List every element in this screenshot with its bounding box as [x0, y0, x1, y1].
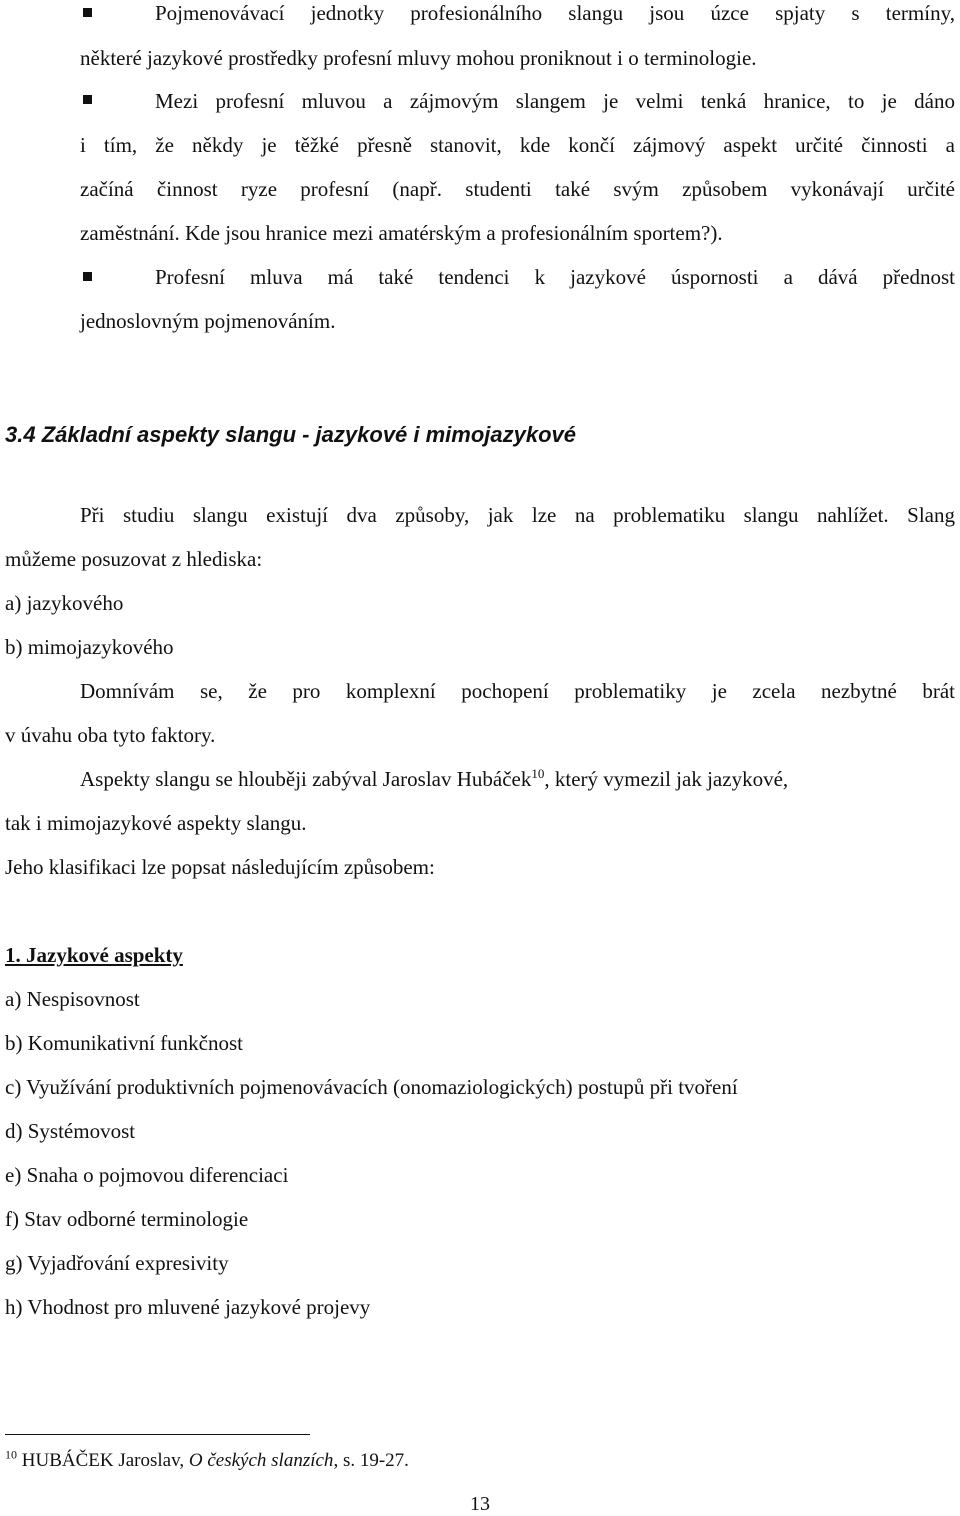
footnote: [5, 1447, 409, 1472]
footnote-author: HUBÁČEK Jaroslav,: [21, 1450, 189, 1471]
bullet-square-icon: [83, 95, 92, 104]
paragraph-3-text-a: [80, 766, 788, 792]
aspect-item: g) Vyjadřování expresivity: [5, 1251, 229, 1275]
aspect-item: c) Využívání produktivních pojmenovávacích (onomaziologických) postupů při tvoření: [5, 1075, 738, 1099]
paragraph-1-line-2: můžeme posuzovat z hlediska:: [5, 547, 263, 571]
bullet-square-icon: [83, 272, 92, 281]
list-item-b: b) mimojazykového: [5, 635, 174, 659]
paragraph-3-line-2: tak i mimojazykové aspekty slangu.: [5, 811, 307, 835]
aspect-item: d) Systémovost: [5, 1119, 136, 1143]
paragraph-1-line-1: Při studiu slangu existují dva způsoby, jak lze na problematiku slangu nahlížet. Slang: [80, 503, 955, 527]
paragraph-3-line-1: [80, 766, 955, 792]
aspect-item: h) Vhodnost pro mluvené jazykové projevy: [5, 1295, 371, 1319]
footnote-title: O českých slanzích: [188, 1450, 334, 1471]
bullet-2-line-2: i tím, že někdy je těžké přesně stanovit, kde končí zájmový aspekt určité činnosti a: [80, 133, 955, 157]
aspect-item: e) Snaha o pojmovou diferenciaci: [5, 1163, 289, 1187]
paragraph-2-line-1: Domnívám se, že pro komplexní pochopení problematiky je zcela nezbytné brát: [80, 679, 955, 703]
footnote-number: 10: [5, 1447, 17, 1462]
paragraph-3-after: , který vymezil jak jazykové,: [544, 767, 789, 791]
footnote-pages: , s. 19-27.: [333, 1450, 409, 1471]
aspect-item: b) Komunikativní funkčnost: [5, 1031, 243, 1055]
aspect-item: f) Stav odborné terminologie: [5, 1207, 249, 1231]
footnote-divider: [5, 1434, 310, 1435]
bullet-square-icon: [83, 8, 92, 17]
footnote-ref: 10: [531, 766, 545, 781]
bullet-2-line-1: Mezi profesní mluvou a zájmovým slangem je velmi tenká hranice, to je dáno: [155, 89, 955, 113]
aspect-item: a) Nespisovnost: [5, 987, 140, 1011]
bullet-1-line-1: Pojmenovávací jednotky profesionálního slangu jsou úzce spjaty s termíny,: [155, 1, 955, 25]
paragraph-4: Jeho klasifikaci lze popsat následujícím způsobem:: [5, 855, 435, 879]
bullet-3-line-1: Profesní mluva má také tendenci k jazykové úspornosti a dává přednost: [155, 265, 955, 289]
bullet-3-line-2: jednoslovným pojmenováním.: [80, 309, 336, 333]
section-heading: 3.4 Základní aspekty slangu - jazykové i mimojazykové: [5, 422, 577, 447]
page-number: 13: [470, 1493, 490, 1515]
aspects-title: 1. Jazykové aspekty: [5, 943, 183, 967]
paragraph-2-line-2: v úvahu oba tyto faktory.: [5, 723, 216, 747]
bullet-1-line-2: některé jazykové prostředky profesní mluvy mohou proniknout i o terminologie.: [80, 46, 757, 70]
bullet-2-line-3: začíná činnost ryze profesní (např. studenti také svým způsobem vykonávají určité: [80, 177, 955, 201]
bullet-2-line-4: zaměstnání. Kde jsou hranice mezi amatérským a profesionálním sportem?).: [80, 221, 723, 245]
list-item-a: a) jazykového: [5, 591, 124, 615]
paragraph-3-before: Aspekty slangu se hlouběji zabýval Jaroslav Hubáček: [80, 767, 532, 791]
